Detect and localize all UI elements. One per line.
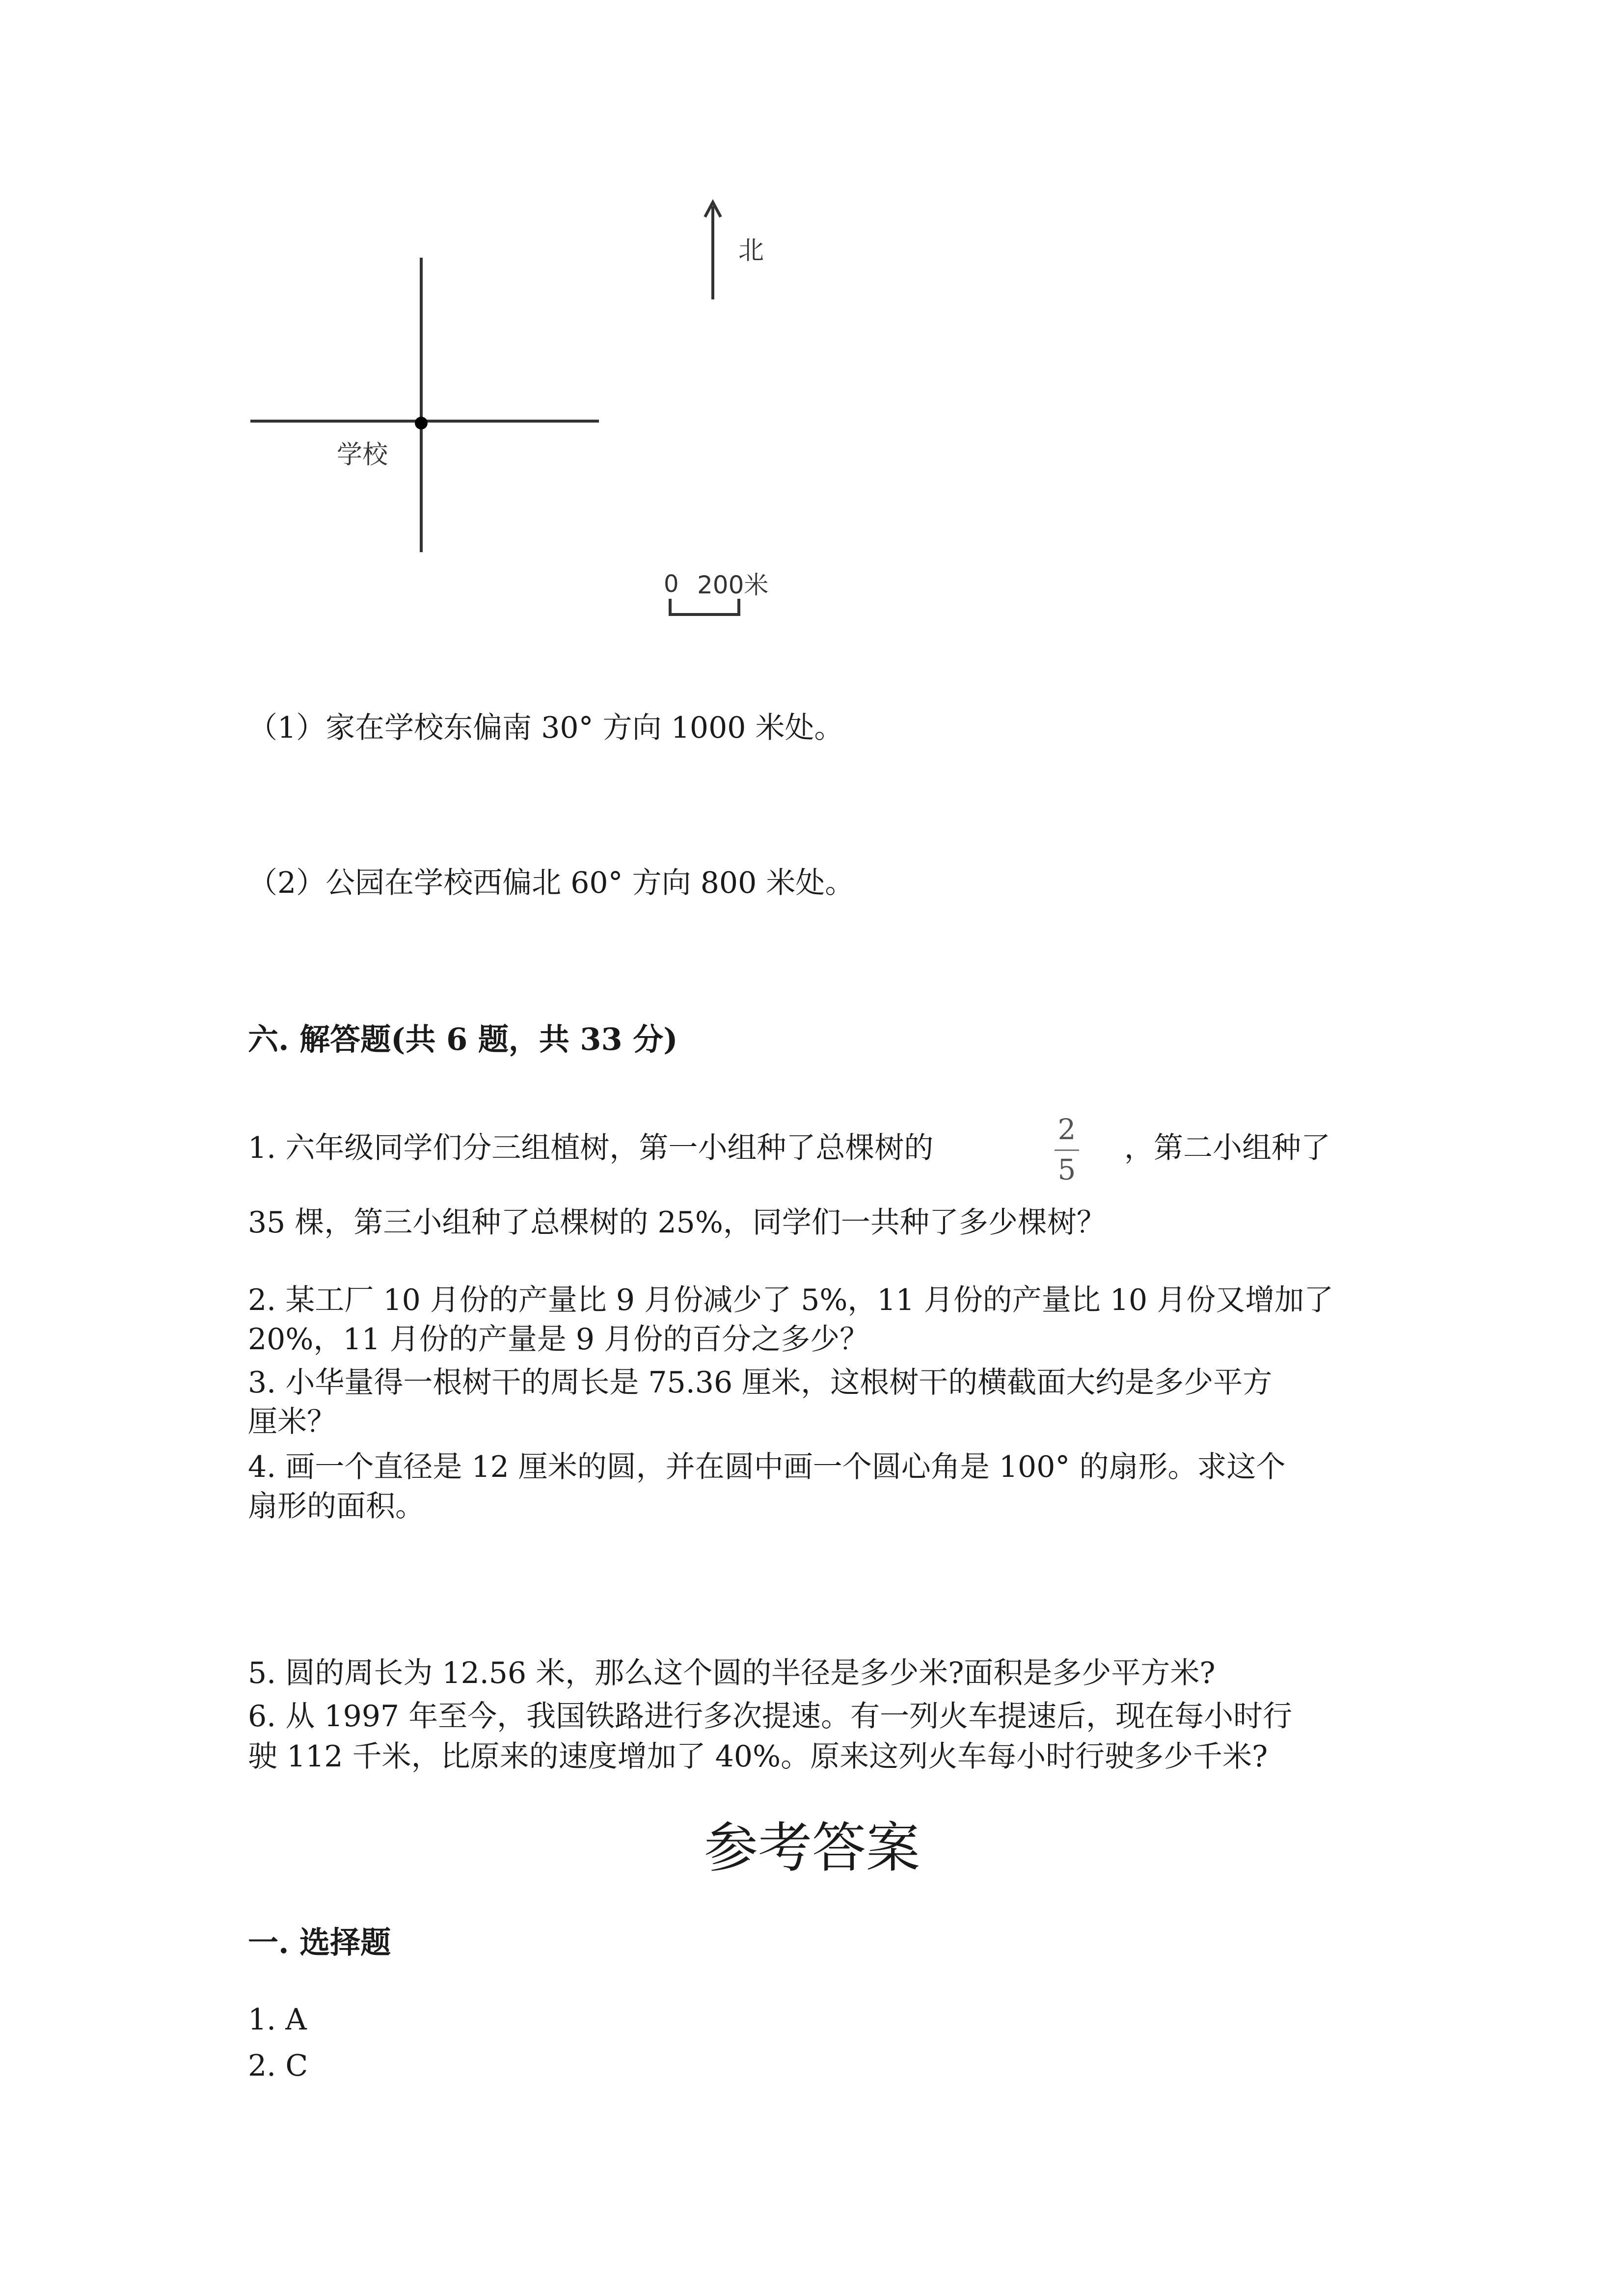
answers-title: 参考答案 [704,1816,920,1879]
fraction-bar [1055,1149,1079,1151]
q5-text: 5. 圆的周长为 12.56 米，那么这个圆的半径是多少米?面积是多少平方米? [248,1656,1216,1690]
q4-line2: 扇形的面积。 [248,1489,425,1523]
school-label: 学校 [337,440,388,470]
q2-line1: 2. 某工厂 10 月份的产量比 9 月份减少了 5%，11 月份的产量比 10 月份又增加了 [248,1283,1334,1317]
q1-text-part1: 1. 六年级同学们分三组植树，第一小组种了总棵树的 [248,1131,934,1165]
direction-diagram [0,0,1624,638]
section-6-heading: 六. 解答题(共 6 题，共 33 分) [248,1021,678,1057]
answer-item-2: 2. C [248,2049,308,2083]
q3-line2: 厘米？ [248,1405,336,1439]
q3-line1: 3. 小华量得一根树干的周长是 75.36 厘米，这根树干的横截面大约是多少平方 [248,1365,1272,1400]
q1-text-part2: ，第二小组种了 [1124,1131,1330,1165]
subquestion-2: （2）公园在学校西偏北 60° 方向 800 米处。 [248,866,855,900]
q1-text-line2: 35 棵，第三小组种了总棵树的 25%，同学们一共种了多少棵树？ [248,1205,1106,1240]
q4-line1: 4. 画一个直径是 12 厘米的圆，并在圆中画一个圆心角是 100° 的扇形。求这个 [248,1450,1286,1484]
answer-item-1: 1. A [248,2002,307,2037]
answers-section-1-heading: 一. 选择题 [248,1924,391,1960]
fraction-numerator: 2 [1057,1113,1076,1146]
fraction-denominator: 5 [1057,1153,1076,1186]
scale-zero-label: 0 [664,570,679,598]
scale-value-label: 200米 [697,571,769,599]
q1-fraction [1050,1113,1084,1186]
q6-line2: 驶 112 千米，比原来的速度增加了 40%。原来这列火车每小时行驶多少千米? [248,1739,1268,1774]
q6-line1: 6. 从 1997 年至今，我国铁路进行多次提速。有一列火车提速后，现在每小时行 [248,1699,1293,1734]
school-point [415,417,428,429]
north-label: 北 [738,236,764,266]
scale-bar [670,599,739,614]
subquestion-1: （1）家在学校东偏南 30° 方向 1000 米处。 [248,711,844,745]
q2-line2: 20%，11 月份的产量是 9 月份的百分之多少？ [248,1322,869,1357]
